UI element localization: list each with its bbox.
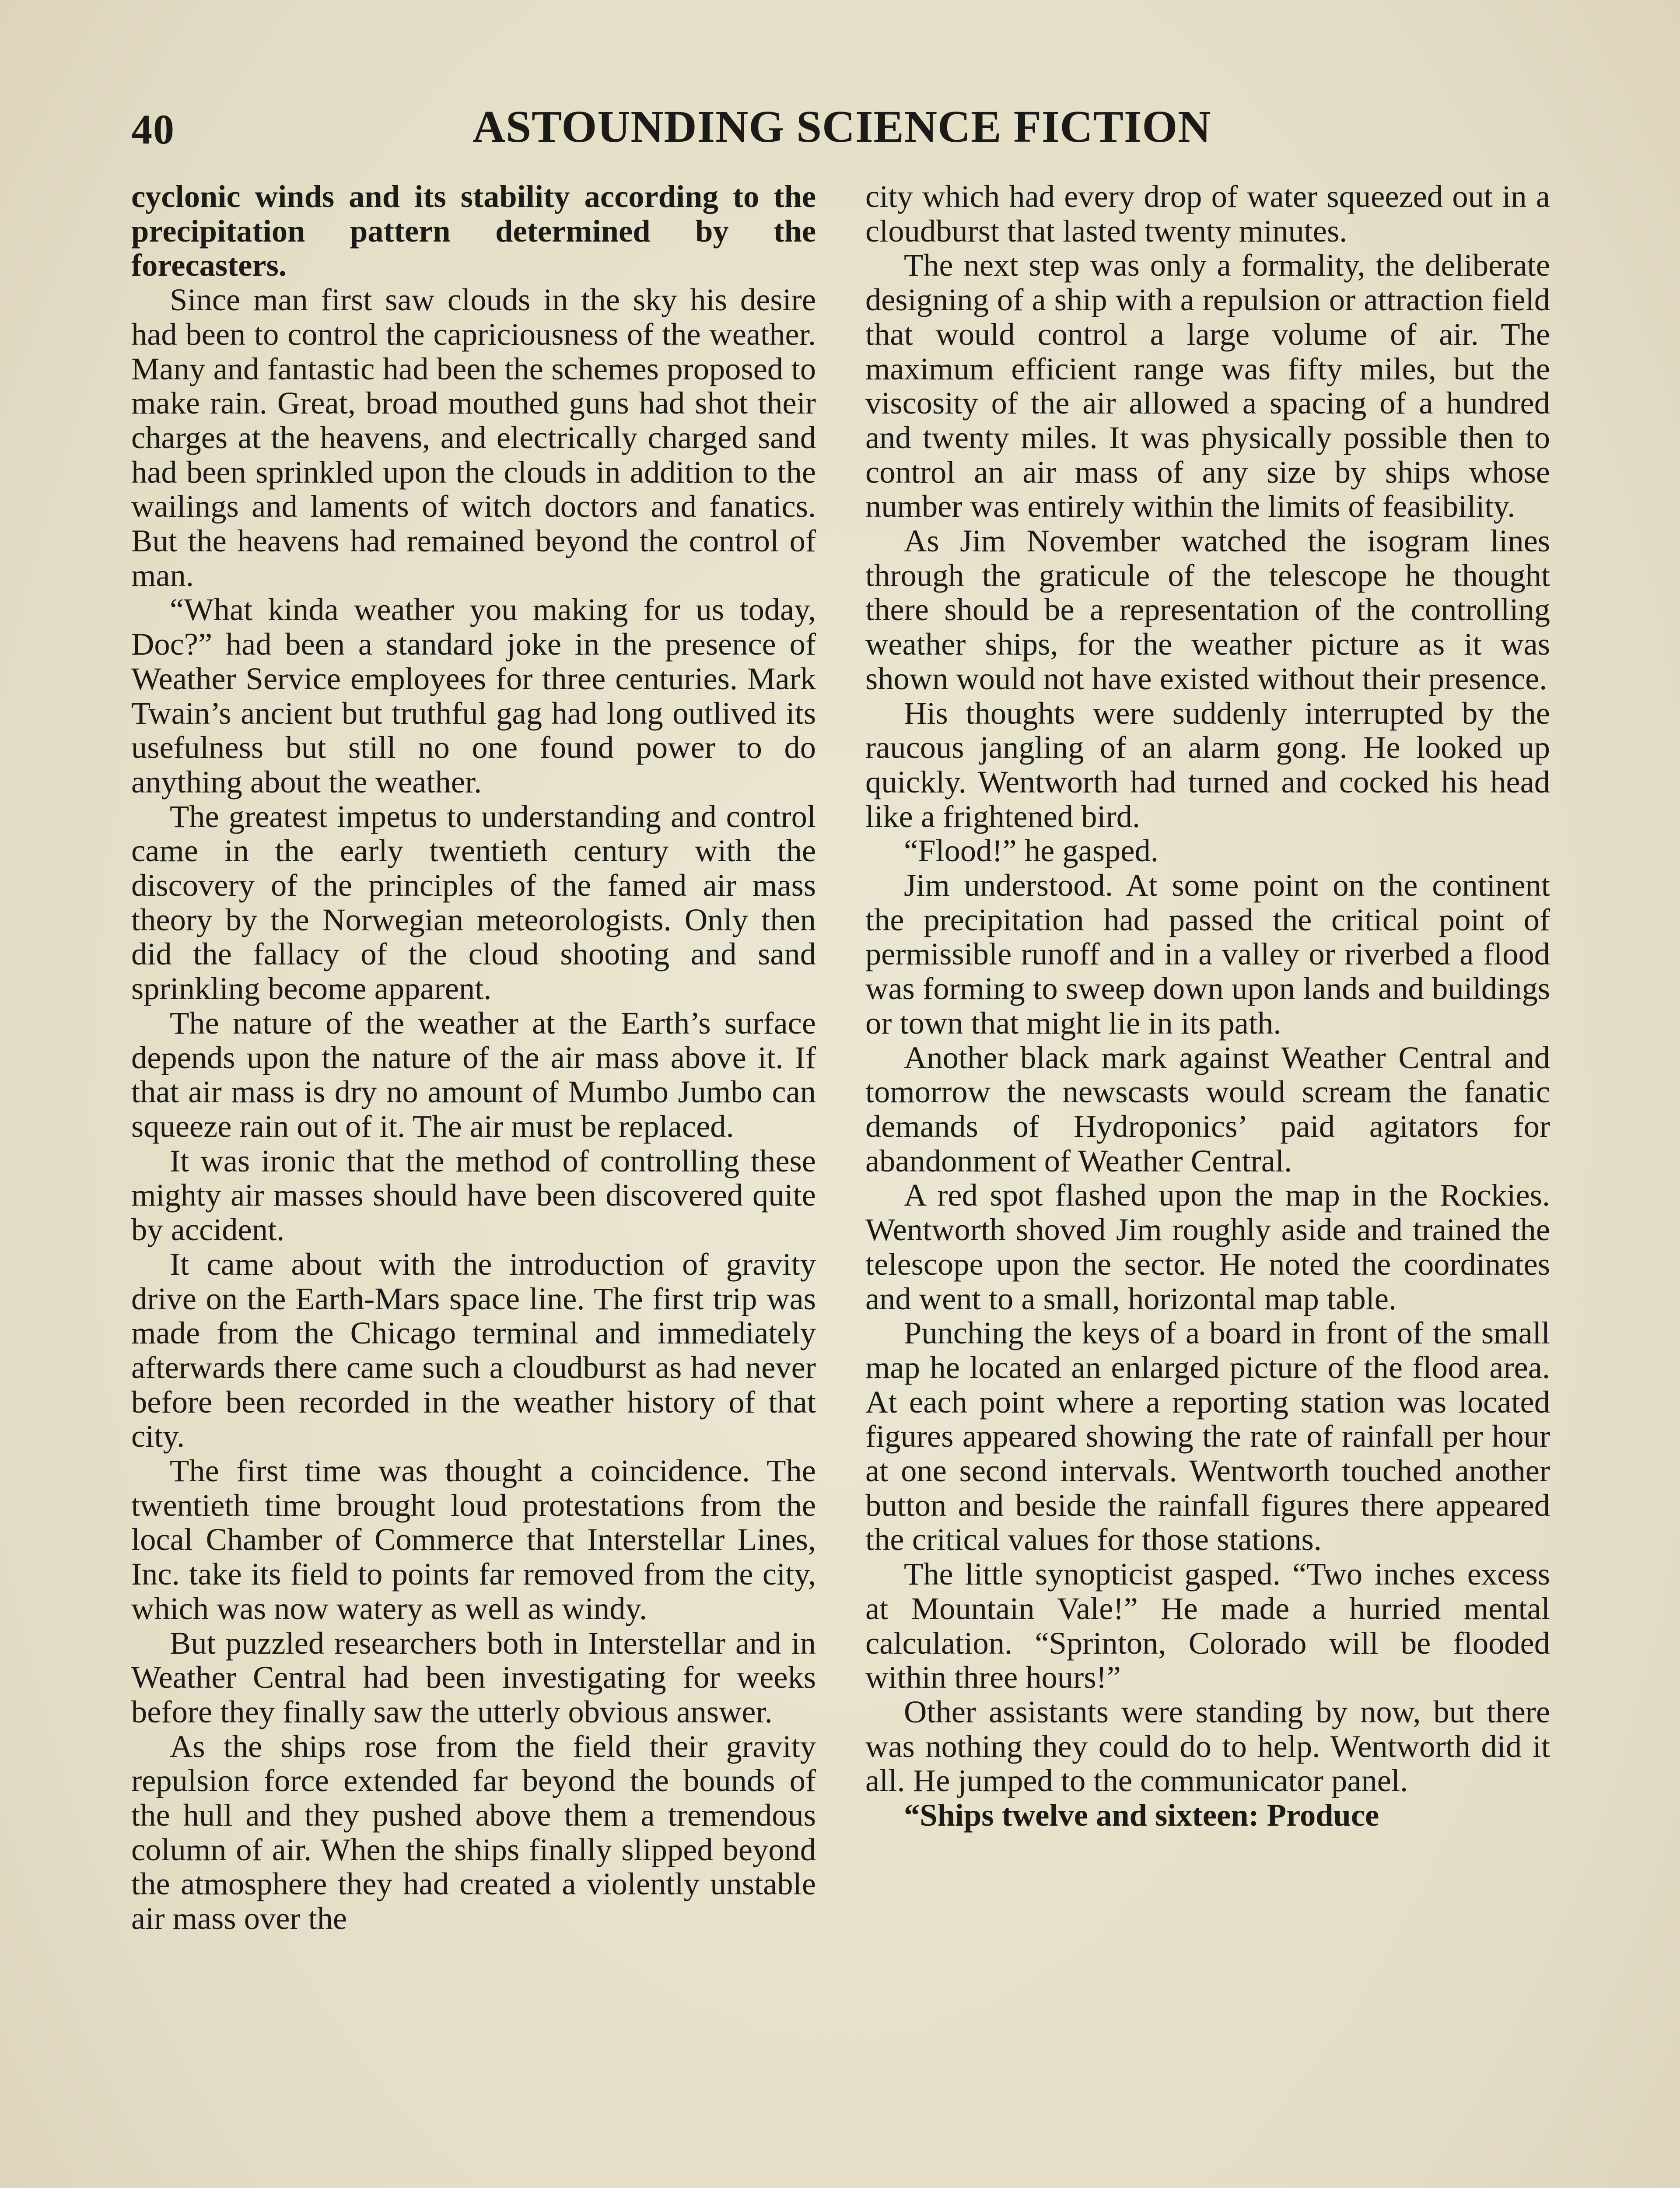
paragraph: city which had every drop of water squeezed out in a cloudburst that lasted twenty minutes.: [865, 179, 1550, 249]
paragraph: Jim understood. At some point on the continent the precipitation had passed the critical point of permissible runoff and in a valley or riverbed a flood was forming to sweep down upon lands and buildings or town that might lie in its path.: [865, 867, 1550, 1041]
paragraph: cyclonic winds and its stability according to the precipitation pattern determined by the forecasters.: [131, 179, 816, 283]
paragraph: “What kinda weather you making for us today, Doc?” had been a standard joke in the presence of Weather Service employees for three centuries. Mark Twain’s ancient but truthful gag had long outlived its usefulness but still no one found power to do anything about the weather.: [131, 592, 816, 799]
paragraph: The little synopticist gasped. “Two inches excess at Mountain Vale!” He made a hurried mental calculation. “Sprinton, Colorado will be flooded within three hours!”: [865, 1556, 1550, 1695]
running-head: [131, 101, 1575, 162]
paragraph: “Ships twelve and sixteen: Produce: [904, 1797, 1379, 1833]
paragraph: The greatest impetus to understanding and control came in the early twentieth century with the discovery of the principles of the famed air mass theory by the Norwegian meteorologists. Only then did the fallacy of the cloud shooting and sand sprinkling become apparent.: [131, 798, 816, 1006]
paragraph: The first time was thought a coincidence. The twentieth time brought loud protestations from the local Chamber of Commerce that Interstellar Lines, Inc. take its field to points far removed from the city, which was now watery as well as windy.: [131, 1453, 816, 1626]
paragraph: Another black mark against Weather Central and tomorrow the newscasts would scream the fanatic demands of Hydroponics’ paid agitators for abandonment of Weather Central.: [865, 1039, 1550, 1178]
paragraph: As Jim November watched the isogram lines through the graticule of the telescope he thought there should be a representation of the controlling weather ships, for the weather picture as it was shown would not have existed without their presence.: [865, 523, 1550, 696]
paragraph: “Flood!” he gasped.: [904, 833, 1158, 869]
paragraph: But puzzled researchers both in Interstellar and in Weather Central had been investigating for weeks before they finally saw the utterly obvious answer.: [131, 1625, 816, 1729]
paragraph: A red spot flashed upon the map in the Rockies. Wentworth shoved Jim roughly aside and trained the telescope upon the sector. He noted the coordinates and went to a small, horizontal map table.: [865, 1177, 1550, 1316]
paragraph: The nature of the weather at the Earth’s surface depends upon the nature of the air mass above it. If that air mass is dry no amount of Mumbo Jumbo can squeeze rain out of it. The air must be replaced.: [131, 1005, 816, 1144]
magazine-title: ASTOUNDING SCIENCE FICTION: [472, 102, 1211, 152]
right-column: [865, 179, 1550, 1833]
paragraph: Punching the keys of a board in front of the small map he located an enlarged picture of the flood area. At each point where a reporting station was located figures appeared showing the rate of rainfall per hour at one second intervals. Wentworth touched another button and beside the rainfall figures there appeared the critical values for those stations.: [865, 1315, 1550, 1557]
paragraph: Other assistants were standing by now, but there was nothing they could do to help. Wentworth did it all. He jumped to the communicator panel.: [865, 1694, 1550, 1799]
paragraph: The next step was only a formality, the deliberate designing of a ship with a repulsion or attraction field that would control a large volume of air. The maximum efficient range was fifty miles, but the viscosity of the air allowed a spacing of a hundred and twenty miles. It was physically possible then to control an air mass of any size by ships whose number was entirely within the limits of feasibility.: [865, 247, 1550, 524]
page-number: 40: [131, 106, 175, 153]
paragraph: His thoughts were suddenly interrupted by the raucous jangling of an alarm gong. He looked up quickly. Wentworth had turned and cocked his head like a frightened bird.: [865, 695, 1550, 834]
left-column: [131, 179, 816, 1936]
paragraph: Since man first saw clouds in the sky his desire had been to control the capriciousness of the weather. Many and fantastic had been the schemes proposed to make rain. Great, broad mouthed guns had shot their charges at the heavens, and electrically charged sand had been sprinkled upon the clouds in addition to the wailings and laments of witch doctors and fanatics. But the heavens had remained beyond the control of man.: [131, 282, 816, 593]
paragraph: As the ships rose from the field their gravity repulsion force extended far beyond the bounds of the hull and they pushed above them a tremendous column of air. When the ships finally slipped beyond the atmosphere they had created a violently unstable air mass over the: [131, 1728, 816, 1936]
paragraph: It was ironic that the method of controlling these mighty air masses should have been discovered quite by accident.: [131, 1143, 816, 1248]
paragraph: It came about with the introduction of gravity drive on the Earth-Mars space line. The first trip was made from the Chicago terminal and immediately afterwards there came such a cloudburst as had never before been recorded in the weather history of that city.: [131, 1246, 816, 1454]
